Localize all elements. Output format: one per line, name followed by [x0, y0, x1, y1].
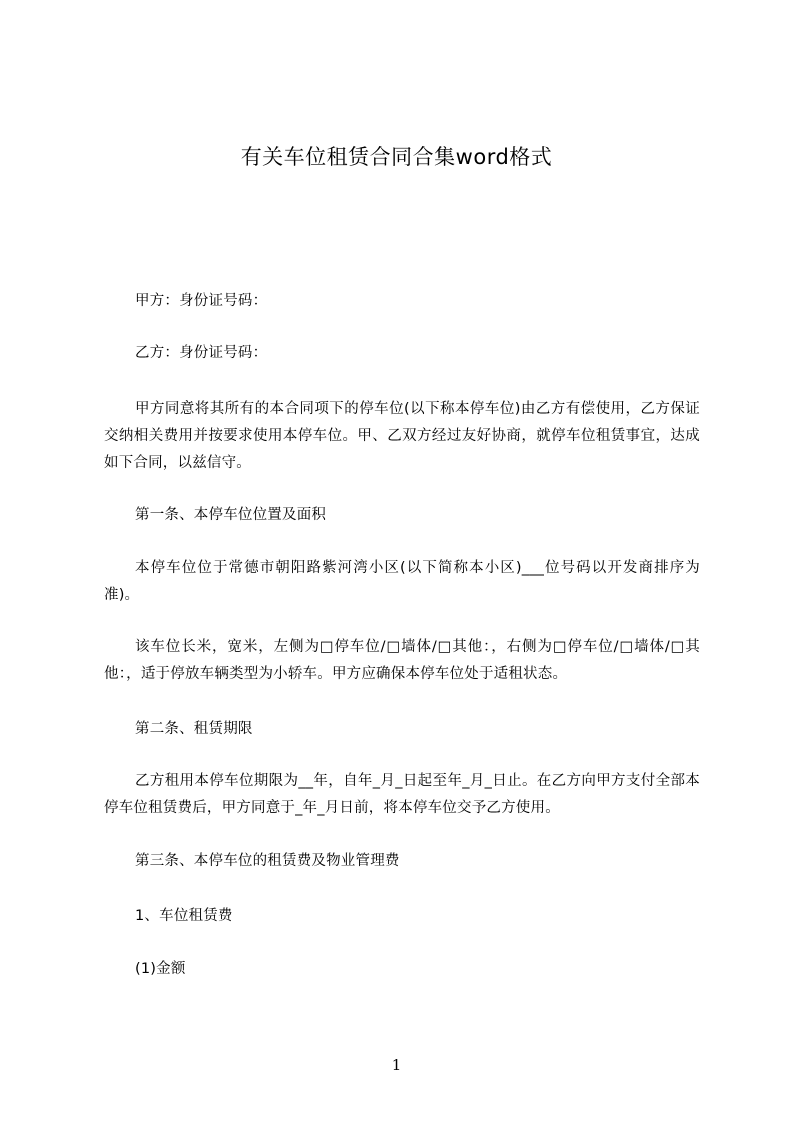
article-1-heading: 第一条、本停车位位置及面积 [135, 507, 327, 523]
lease-term-paragraph: 乙方租用本停车位期限为__年，自年_月_日起至年_月_日止。在乙方向甲方支付全部本停车位租赁费后，甲方同意于_年_月日前，将本停车位交予乙方使用。 [104, 773, 700, 816]
preamble-paragraph: 甲方同意将其所有的本合同项下的停车位(以下称本停车位)由乙方有偿使用，乙方保证交纳相关费用并按要求使用本停车位。甲、乙双方经过友好协商，就停车位租赁事宜，达成如下合同，以兹信守。 [104, 401, 700, 471]
section-1-heading: 1、车位租赁费 [135, 908, 233, 924]
document-title: 有关车位租赁合同合集word格式 [240, 145, 553, 169]
dimensions-paragraph: 该车位长米，宽米，左侧为□停车位/□墙体/□其他：，右侧为□停车位/□墙体/□其他：，适于停放车辆类型为小轿车。甲方应确保本停车位处于适租状态。 [104, 639, 700, 682]
subsection-amount: (1)金额 [135, 961, 186, 977]
location-paragraph: 本停车位位于常德市朝阳路紫河湾小区(以下简称本小区)___位号码以开发商排序为准)。 [104, 560, 700, 603]
article-2-heading: 第二条、租赁期限 [135, 721, 253, 737]
party-a-line: 甲方：身份证号码： [135, 293, 268, 309]
article-3-heading: 第三条、本停车位的租赁费及物业管理费 [135, 853, 400, 869]
page-number: 1 [391, 1056, 402, 1074]
party-b-line: 乙方：身份证号码： [135, 345, 268, 361]
